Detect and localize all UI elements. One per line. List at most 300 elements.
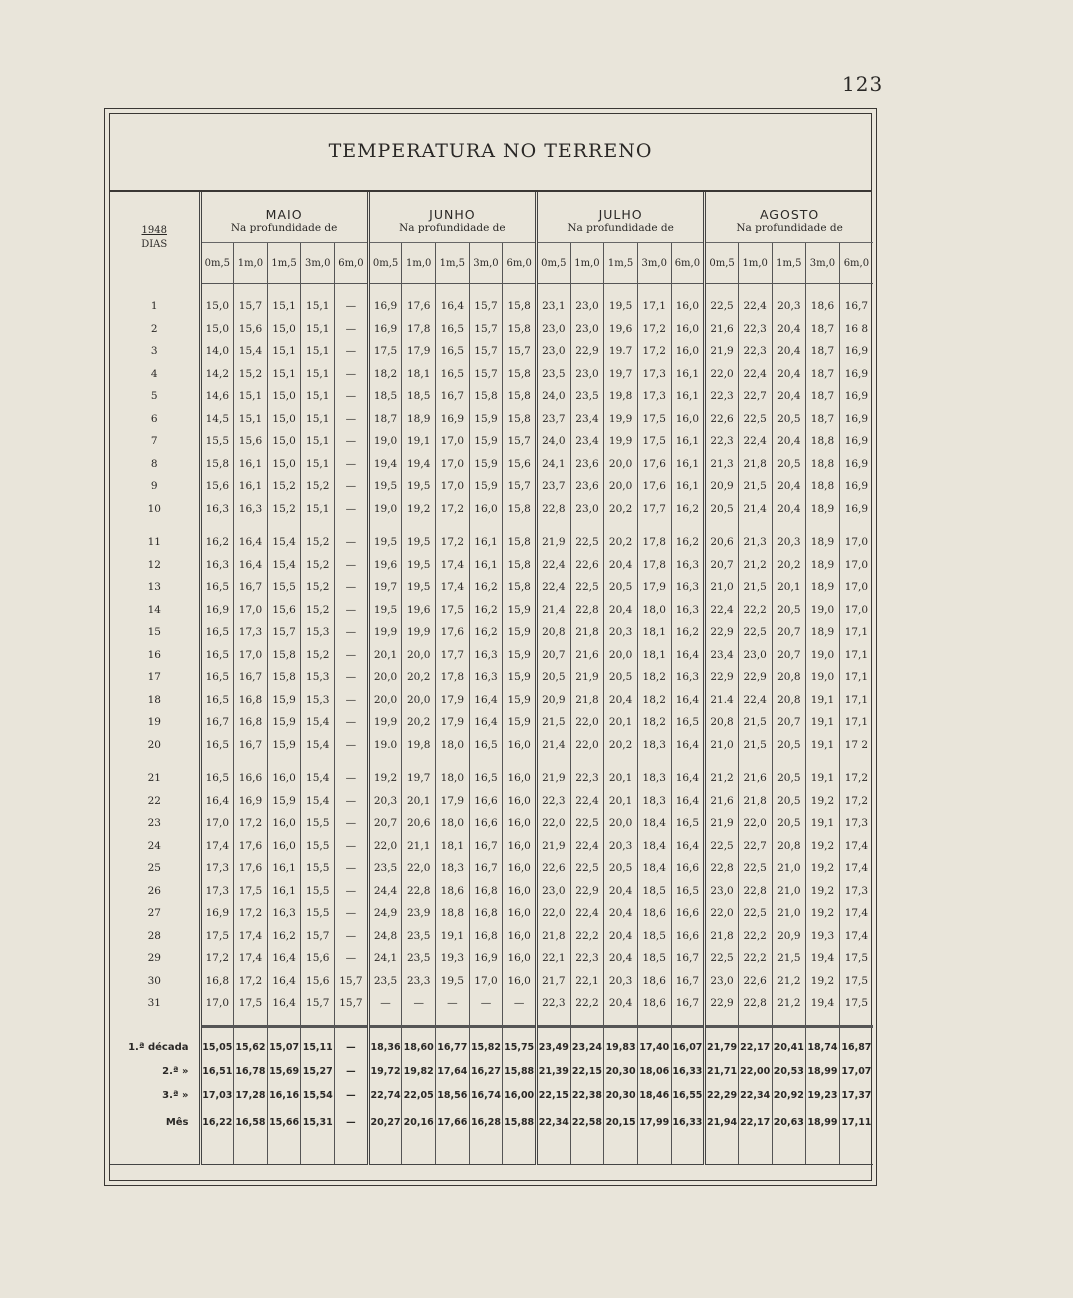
value-cell: 16,00 [503, 1084, 537, 1108]
value-cell: 17,0 [839, 554, 873, 577]
value-cell: 16,28 [469, 1108, 503, 1138]
value-cell: 17,8 [637, 554, 671, 577]
value-cell: 16,5 [469, 767, 503, 790]
value-cell: 20,4 [604, 947, 638, 970]
value-cell: 23,0 [537, 340, 571, 363]
value-cell: 17,03 [200, 1084, 234, 1108]
value-cell: 21,1 [402, 835, 436, 858]
value-cell: 19,5 [368, 475, 402, 498]
value-cell: 16,55 [671, 1084, 705, 1108]
value-cell: 15,8 [503, 363, 537, 386]
value-cell: 17,5 [234, 992, 268, 1015]
value-cell: 17,9 [436, 689, 470, 712]
value-cell: 15,8 [503, 498, 537, 521]
value-cell: 17,3 [200, 880, 234, 903]
value-cell: 18,6 [436, 880, 470, 903]
value-cell: 15,7 [469, 363, 503, 386]
value-cell: 15,2 [301, 475, 335, 498]
value-cell: 17,7 [436, 644, 470, 667]
depth-header-cell: 6m,0 [335, 243, 369, 284]
value-cell: 22,5 [570, 812, 604, 835]
value-cell: 15,6 [301, 970, 335, 993]
value-cell: 20,4 [604, 992, 638, 1015]
value-cell: 16,7 [839, 295, 873, 318]
value-cell: 18,5 [637, 880, 671, 903]
value-cell: 19,4 [402, 453, 436, 476]
value-cell: 20,5 [772, 767, 806, 790]
value-cell: 20,2 [604, 498, 638, 521]
month-august: AGOSTO [705, 192, 873, 222]
value-cell: 17,2 [436, 498, 470, 521]
value-cell: 16,0 [503, 902, 537, 925]
value-cell: 17,4 [234, 925, 268, 948]
value-cell: 15,6 [234, 430, 268, 453]
value-cell: 16,0 [671, 295, 705, 318]
value-cell: 22,4 [537, 554, 571, 577]
table-row [110, 385, 873, 408]
value-cell: 20,9 [772, 925, 806, 948]
table-row [110, 498, 873, 521]
value-cell: 16,0 [267, 835, 301, 858]
value-cell: 17,3 [637, 363, 671, 386]
value-cell: 16,5 [671, 880, 705, 903]
value-cell: — [335, 498, 369, 521]
value-cell: 16,0 [503, 880, 537, 903]
day-cell: 7 [150, 435, 158, 448]
value-cell: — [335, 947, 369, 970]
value-cell: 15,2 [301, 531, 335, 554]
value-cell: 17,2 [637, 318, 671, 341]
value-cell: — [335, 835, 369, 858]
value-cell: 21,5 [738, 711, 772, 734]
value-cell: 16,1 [671, 453, 705, 476]
value-cell: 19,2 [806, 857, 840, 880]
value-cell: 15,2 [301, 576, 335, 599]
value-cell: 18,5 [368, 385, 402, 408]
page-number: 123 [842, 72, 884, 96]
value-cell: 22,3 [738, 340, 772, 363]
summary-row [110, 1084, 873, 1108]
value-cell: 19,1 [806, 734, 840, 757]
value-cell: 15,5 [301, 857, 335, 880]
value-cell: 16,4 [267, 947, 301, 970]
value-cell: 17,4 [436, 576, 470, 599]
value-cell: 18,2 [637, 711, 671, 734]
day-cell: 11 [147, 536, 161, 549]
value-cell: 17,2 [436, 531, 470, 554]
value-cell: 16,0 [503, 790, 537, 813]
value-cell: 22,6 [570, 554, 604, 577]
value-cell: 15,9 [503, 599, 537, 622]
value-cell: — [335, 430, 369, 453]
value-cell: 20,3 [368, 790, 402, 813]
value-cell: 22,6 [738, 970, 772, 993]
value-cell: 19,2 [806, 835, 840, 858]
depth-subtitle: Na profundidade de [200, 222, 368, 243]
depth-header-cell: 1m,5 [772, 243, 806, 284]
value-cell: 16,4 [234, 531, 268, 554]
value-cell: 16,5 [671, 711, 705, 734]
value-cell: 16,2 [267, 925, 301, 948]
value-cell: — [335, 385, 369, 408]
value-cell: — [335, 925, 369, 948]
value-cell: 17,6 [234, 857, 268, 880]
summary-label: 1.ª década [128, 1042, 189, 1053]
value-cell: 16,4 [671, 689, 705, 712]
value-cell: 20,2 [604, 531, 638, 554]
value-cell: 16,9 [200, 599, 234, 622]
value-cell: 20,8 [537, 621, 571, 644]
value-cell: 23,1 [537, 295, 571, 318]
value-cell: 16,9 [839, 453, 873, 476]
value-cell: 15,5 [301, 835, 335, 858]
day-cell: 12 [147, 558, 161, 571]
value-cell: 21,3 [705, 453, 739, 476]
value-cell: 16,7 [234, 734, 268, 757]
depth-subtitle: Na profundidade de [368, 222, 536, 243]
value-cell: 23,0 [537, 318, 571, 341]
value-cell: 15,0 [267, 318, 301, 341]
value-cell: 23,0 [570, 363, 604, 386]
value-cell: 15,9 [469, 408, 503, 431]
value-cell: 22,29 [705, 1084, 739, 1108]
value-cell: 20,3 [772, 295, 806, 318]
value-cell: 21,7 [537, 970, 571, 993]
value-cell: 16,9 [839, 408, 873, 431]
value-cell: 19,5 [402, 576, 436, 599]
value-cell: 15,8 [200, 453, 234, 476]
value-cell: 18,3 [637, 790, 671, 813]
value-cell: 16,9 [368, 295, 402, 318]
value-cell: 21,0 [772, 857, 806, 880]
value-cell: 18,6 [637, 902, 671, 925]
value-cell: 19,2 [806, 880, 840, 903]
value-cell: 20,16 [402, 1108, 436, 1138]
value-cell: 18,56 [436, 1084, 470, 1108]
value-cell: 20,2 [402, 666, 436, 689]
value-cell: 17,2 [839, 767, 873, 790]
value-cell: 17,2 [234, 812, 268, 835]
value-cell: — [469, 992, 503, 1015]
value-cell: 17,9 [637, 576, 671, 599]
value-cell: 19,6 [368, 554, 402, 577]
value-cell: 20,7 [772, 711, 806, 734]
value-cell: 19,1 [806, 812, 840, 835]
value-cell: 21,5 [537, 711, 571, 734]
value-cell: — [335, 295, 369, 318]
value-cell: 15,9 [469, 453, 503, 476]
value-cell: 15,9 [503, 666, 537, 689]
value-cell: 16,3 [671, 554, 705, 577]
value-cell: 15,0 [267, 385, 301, 408]
value-cell: 15,5 [301, 812, 335, 835]
day-cell: 15 [147, 626, 161, 639]
value-cell: 22,4 [738, 363, 772, 386]
value-cell: 16,9 [368, 318, 402, 341]
table-row [110, 947, 873, 970]
table-row [110, 666, 873, 689]
value-cell: 16,9 [839, 430, 873, 453]
value-cell: 22,3 [705, 430, 739, 453]
value-cell: 20,6 [402, 812, 436, 835]
value-cell: 18,9 [806, 621, 840, 644]
value-cell: 17,2 [839, 790, 873, 813]
summary-label: 3.ª » [162, 1090, 189, 1101]
table-row [110, 408, 873, 431]
value-cell: 16,3 [200, 498, 234, 521]
value-cell: 15,7 [469, 318, 503, 341]
value-cell: 20,53 [772, 1060, 806, 1084]
depth-header-cell: 1m,0 [738, 243, 772, 284]
value-cell: 22,0 [368, 835, 402, 858]
value-cell: 23,9 [402, 902, 436, 925]
value-cell: 16,7 [469, 835, 503, 858]
value-cell: 19,5 [402, 531, 436, 554]
day-cell: 17 [147, 671, 161, 684]
value-cell: 18,7 [368, 408, 402, 431]
value-cell: 18,1 [637, 621, 671, 644]
value-cell: 18,9 [806, 498, 840, 521]
value-cell: 18,0 [436, 767, 470, 790]
value-cell: 20,7 [705, 554, 739, 577]
value-cell: 15,3 [301, 689, 335, 712]
value-cell: — [335, 363, 369, 386]
value-cell: 18,4 [637, 857, 671, 880]
value-cell: 19,8 [604, 385, 638, 408]
table-row [110, 621, 873, 644]
depth-header-cell: 0m,5 [537, 243, 571, 284]
value-cell: 16,4 [234, 554, 268, 577]
value-cell: 20,63 [772, 1108, 806, 1138]
depth-header-cell: 3m,0 [469, 243, 503, 284]
value-cell: 20,3 [772, 531, 806, 554]
value-cell: 20,4 [604, 902, 638, 925]
value-cell: 20,4 [604, 689, 638, 712]
value-cell: 20,27 [368, 1108, 402, 1138]
value-cell: 17,1 [839, 666, 873, 689]
value-cell: 15,9 [469, 430, 503, 453]
spacer-row [110, 520, 873, 531]
value-cell: 17,9 [436, 711, 470, 734]
value-cell: 15,7 [267, 621, 301, 644]
value-cell: 16,4 [671, 835, 705, 858]
value-cell: 20,2 [402, 711, 436, 734]
value-cell: 22,4 [738, 689, 772, 712]
value-cell: 19,9 [604, 408, 638, 431]
value-cell: 20,7 [537, 644, 571, 667]
value-cell: — [436, 992, 470, 1015]
value-cell: 17,1 [839, 711, 873, 734]
value-cell: 15,1 [301, 385, 335, 408]
value-cell: 22,0 [537, 902, 571, 925]
value-cell: 17,5 [839, 947, 873, 970]
value-cell: 19,3 [806, 925, 840, 948]
value-cell: 18,8 [806, 475, 840, 498]
value-cell: 22,9 [570, 340, 604, 363]
table-row [110, 318, 873, 341]
value-cell: 16,33 [671, 1060, 705, 1084]
month-july: JULHO [537, 192, 705, 222]
value-cell: 17,5 [200, 925, 234, 948]
value-cell: 16 8 [839, 318, 873, 341]
value-cell: 16,33 [671, 1108, 705, 1138]
value-cell: 19,2 [806, 902, 840, 925]
value-cell: 15,1 [301, 340, 335, 363]
value-cell: 21,9 [537, 531, 571, 554]
value-cell: 19,1 [806, 711, 840, 734]
value-cell: 22,4 [570, 835, 604, 858]
value-cell: 17,1 [637, 295, 671, 318]
value-cell: — [335, 1108, 369, 1138]
value-cell: 20,5 [772, 812, 806, 835]
month-june: JUNHO [368, 192, 536, 222]
value-cell: 22,5 [570, 576, 604, 599]
value-cell: 20,5 [772, 599, 806, 622]
value-cell: 15,9 [267, 689, 301, 712]
depth-header-cell: 1m,0 [402, 243, 436, 284]
value-cell: 22,3 [570, 947, 604, 970]
table-row [110, 925, 873, 948]
value-cell: 18,3 [436, 857, 470, 880]
value-cell: 22,15 [537, 1084, 571, 1108]
value-cell: — [368, 992, 402, 1015]
value-cell: 15,69 [267, 1060, 301, 1084]
value-cell: 16,0 [503, 947, 537, 970]
value-cell: 19.7 [604, 340, 638, 363]
value-cell: 15,8 [503, 531, 537, 554]
table-row [110, 689, 873, 712]
depth-header-cell: 1m,0 [234, 243, 268, 284]
depth-header-row [110, 243, 873, 284]
value-cell: 20,4 [604, 925, 638, 948]
value-cell: 23,5 [402, 925, 436, 948]
value-cell: 16,8 [469, 880, 503, 903]
value-cell: 21,4 [738, 498, 772, 521]
value-cell: 18,8 [806, 430, 840, 453]
value-cell: 19,4 [806, 947, 840, 970]
depth-header-cell: 6m,0 [671, 243, 705, 284]
value-cell: 23,5 [570, 385, 604, 408]
depth-header-cell: 6m,0 [503, 243, 537, 284]
value-cell: 17,4 [839, 857, 873, 880]
value-cell: 15,88 [503, 1108, 537, 1138]
table-row [110, 453, 873, 476]
value-cell: 20,4 [604, 599, 638, 622]
day-cell: 16 [147, 648, 161, 661]
value-cell: 22,5 [738, 621, 772, 644]
value-cell: 22,0 [570, 734, 604, 757]
value-cell: 16,0 [469, 498, 503, 521]
value-cell: 20,9 [705, 475, 739, 498]
value-cell: 16,8 [200, 970, 234, 993]
value-cell: 22,5 [570, 531, 604, 554]
table-row [110, 576, 873, 599]
value-cell: — [335, 475, 369, 498]
corner-cell [110, 192, 200, 284]
value-cell: 22,4 [738, 295, 772, 318]
value-cell: 20,41 [772, 1036, 806, 1060]
value-cell: 19,5 [368, 599, 402, 622]
value-cell: 15,6 [503, 453, 537, 476]
day-cell: 22 [147, 794, 161, 807]
value-cell: 21,6 [705, 318, 739, 341]
value-cell: 15,75 [503, 1036, 537, 1060]
value-cell: — [335, 880, 369, 903]
value-cell: 16,4 [469, 711, 503, 734]
value-cell: 17,0 [200, 992, 234, 1015]
value-cell: 15,05 [200, 1036, 234, 1060]
depth-header-cell: 3m,0 [806, 243, 840, 284]
value-cell: 16,2 [671, 621, 705, 644]
value-cell: 17,8 [637, 531, 671, 554]
value-cell: 22,4 [705, 599, 739, 622]
day-cell: 31 [147, 997, 161, 1010]
value-cell: 21,8 [738, 453, 772, 476]
value-cell: 18,7 [806, 318, 840, 341]
value-cell: 22,3 [537, 790, 571, 813]
value-cell: 22,7 [738, 835, 772, 858]
value-cell: 20,5 [604, 666, 638, 689]
value-cell: — [335, 711, 369, 734]
value-cell: 16,0 [267, 812, 301, 835]
value-cell: 17,4 [200, 835, 234, 858]
value-cell: 16,9 [469, 947, 503, 970]
value-cell: 21,4 [537, 734, 571, 757]
value-cell: 22,4 [570, 902, 604, 925]
value-cell: 22,9 [570, 880, 604, 903]
value-cell: 16,4 [436, 295, 470, 318]
value-cell: 17,2 [200, 947, 234, 970]
value-cell: 17,9 [436, 790, 470, 813]
value-cell: 20,4 [604, 880, 638, 903]
value-cell: 17,0 [436, 453, 470, 476]
value-cell: 16,4 [469, 689, 503, 712]
value-cell: 17,1 [839, 621, 873, 644]
value-cell: 17,5 [234, 880, 268, 903]
value-cell: 15,1 [301, 363, 335, 386]
value-cell: 22,5 [570, 857, 604, 880]
value-cell: 19,6 [604, 318, 638, 341]
table-row [110, 767, 873, 790]
value-cell: 19,5 [402, 475, 436, 498]
value-cell: 22,1 [570, 970, 604, 993]
value-cell: 15,31 [301, 1108, 335, 1138]
value-cell: 20,8 [772, 835, 806, 858]
table-frame [104, 108, 877, 1186]
day-cell: 20 [147, 738, 161, 751]
value-cell: 20,7 [368, 812, 402, 835]
value-cell: 16,5 [469, 734, 503, 757]
value-cell: 23,5 [368, 970, 402, 993]
value-cell: 16,9 [436, 408, 470, 431]
value-cell: 15,7 [335, 992, 369, 1015]
value-cell: 16,6 [671, 925, 705, 948]
value-cell: 21,71 [705, 1060, 739, 1084]
value-cell: 21,2 [772, 970, 806, 993]
value-cell: 24,1 [368, 947, 402, 970]
value-cell: 21,94 [705, 1108, 739, 1138]
value-cell: 14,5 [200, 408, 234, 431]
value-cell: — [402, 992, 436, 1015]
value-cell: 23,0 [570, 318, 604, 341]
value-cell: 16,5 [200, 666, 234, 689]
value-cell: 15,9 [267, 734, 301, 757]
value-cell: 15,6 [234, 318, 268, 341]
value-cell: 20,4 [772, 318, 806, 341]
value-cell: 15,9 [503, 689, 537, 712]
value-cell: 15,1 [301, 498, 335, 521]
value-cell: 16,4 [671, 767, 705, 790]
